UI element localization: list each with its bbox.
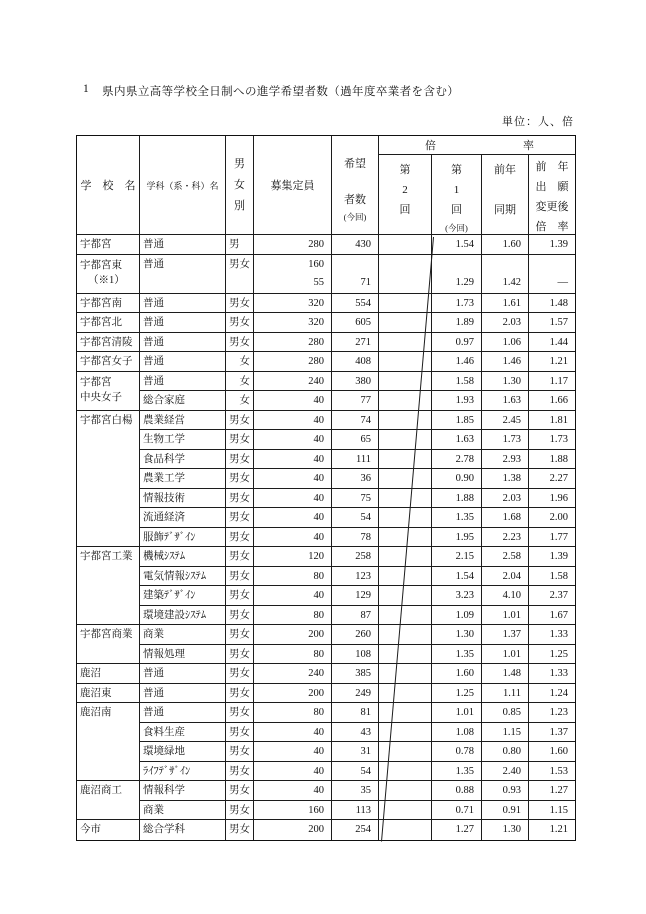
gender-cell: 男女 xyxy=(226,430,254,450)
school-name-cell: 鹿沼東 xyxy=(77,684,140,704)
admission-table xyxy=(76,135,576,841)
applicants-cell: 54 xyxy=(332,508,379,528)
prev-change-ratio-cell: 1.37 xyxy=(529,723,575,743)
gender-cell: 男女 xyxy=(226,723,254,743)
gender-cell: 男女 xyxy=(226,801,254,821)
round1-ratio-cell: 1.35 xyxy=(432,508,482,528)
prev-year-ratio-cell: 1.38 xyxy=(482,469,529,489)
gender-cell: 男女 xyxy=(226,508,254,528)
applicants-cell: 123 xyxy=(332,567,379,587)
gender-cell: 男女 xyxy=(226,781,254,801)
department-cell: 普通 xyxy=(140,333,226,353)
gender-cell: 男女 xyxy=(226,528,254,548)
prev-change-ratio-cell: 1.67 xyxy=(529,606,575,626)
capacity-cell: 40 xyxy=(254,762,332,782)
department-cell: 服飾ﾃﾞｻﾞｲﾝ xyxy=(140,528,226,548)
gender-cell: 女 xyxy=(226,391,254,411)
applicants-cell: 254 xyxy=(332,820,379,840)
prev-year-ratio-cell: 0.80 xyxy=(482,742,529,762)
prev-change-ratio-cell: 1.21 xyxy=(549,824,568,835)
round2-cell xyxy=(379,411,432,431)
applicants-cell: 271 xyxy=(332,333,379,353)
gender-cell: 男女 xyxy=(226,294,254,314)
department-cell: 環境緑地 xyxy=(140,742,226,762)
round2-cell xyxy=(379,333,432,353)
round2-cell xyxy=(379,235,432,255)
department-cell: 農業工学 xyxy=(140,469,226,489)
prev-change-ratio-cell: 1.53 xyxy=(529,762,575,782)
round2-cell xyxy=(379,372,432,392)
round1-ratio-cell: 1.85 xyxy=(432,411,482,431)
round1-ratio-cell: 2.78 xyxy=(432,450,482,470)
applicants-cell: 108 xyxy=(332,645,379,665)
prev-change-ratio-cell: 1.15 xyxy=(529,801,575,821)
school-name-cell: 宇都宮 xyxy=(77,235,140,255)
department-cell: 普通 xyxy=(140,255,226,294)
prev-change-ratio-cell: 1.39 xyxy=(529,235,575,255)
applicants-cell: 65 xyxy=(332,430,379,450)
round1-ratio-cell: 1.88 xyxy=(432,489,482,509)
school-name-cell: 宇都宮南 xyxy=(77,294,140,314)
applicants-cell: 77 xyxy=(332,391,379,411)
prev-change-ratio-cell: 1.77 xyxy=(529,528,575,548)
capacity-cell: 40 xyxy=(254,411,332,431)
prev-change-ratio-cell: 1.57 xyxy=(529,313,575,333)
department-cell: 流通経済 xyxy=(140,508,226,528)
department-cell: 食料生産 xyxy=(140,723,226,743)
prev-year-ratio-cell: 2.40 xyxy=(482,762,529,782)
round2-cell xyxy=(379,255,432,294)
applicants-cell: 605 xyxy=(332,313,379,333)
applicants-cell: 249 xyxy=(332,684,379,704)
capacity-cell: 160 55 xyxy=(254,255,332,294)
round1-ratio-cell: 1.25 xyxy=(432,684,482,704)
prev-change-ratio-cell: 1.48 xyxy=(529,294,575,314)
school-name-cell: 宇都宮清陵 xyxy=(77,333,140,353)
prev-year-ratio-cell: 1.01 xyxy=(482,645,529,665)
prev-year-ratio-cell: 4.10 xyxy=(482,586,529,606)
round1-ratio-cell: 1.09 xyxy=(432,606,482,626)
department-cell: 情報技術 xyxy=(140,489,226,509)
department-cell: 普通 xyxy=(140,294,226,314)
capacity-cell: 40 xyxy=(254,586,332,606)
prev-year-ratio-cell: 1.42 xyxy=(482,255,529,294)
school-name-cell: 鹿沼商工 xyxy=(77,781,140,820)
gender-cell: 男女 xyxy=(226,625,254,645)
gender-cell: 男女 xyxy=(226,684,254,704)
capacity-cell: 240 xyxy=(254,664,332,684)
prev-change-ratio-cell: 1.39 xyxy=(529,547,575,567)
gender-cell: 男女 xyxy=(226,742,254,762)
capacity-cell: 80 xyxy=(254,645,332,665)
round2-cell xyxy=(379,606,432,626)
prev-year-ratio-cell: 2.23 xyxy=(482,528,529,548)
round2-cell xyxy=(379,469,432,489)
department-cell: 普通 xyxy=(140,664,226,684)
round1-ratio-cell: 1.60 xyxy=(432,664,482,684)
capacity-cell: 40 xyxy=(254,742,332,762)
prev-change-ratio-cell: 1.60 xyxy=(529,742,575,762)
round2-cell xyxy=(379,567,432,587)
applicants-cell: 75 xyxy=(332,489,379,509)
round2-cell xyxy=(379,313,432,333)
prev-year-ratio-cell: 1.60 xyxy=(482,235,529,255)
department-cell: 普通 xyxy=(140,703,226,723)
applicants-cell: 78 xyxy=(332,528,379,548)
capacity-cell: 40 xyxy=(254,723,332,743)
header-round1: 第 1 回 (今回) xyxy=(432,155,482,235)
department-cell: 情報科学 xyxy=(140,781,226,801)
prev-change-ratio-cell: 1.27 xyxy=(529,781,575,801)
gender-cell: 男女 xyxy=(226,450,254,470)
prev-change-ratio-cell: 1.81 xyxy=(529,411,575,431)
gender-cell: 男女 xyxy=(226,703,254,723)
prev-year-ratio-cell: 1.30 xyxy=(482,372,529,392)
department-cell: 機械ｼｽﾃﾑ xyxy=(140,547,226,567)
gender-cell: 男女 xyxy=(226,664,254,684)
applicants-cell: 71 xyxy=(332,255,379,294)
prev-change-ratio-cell: ― xyxy=(529,255,575,294)
prev-year-ratio-cell: 0.85 xyxy=(482,703,529,723)
prev-year-ratio-cell: 2.45 xyxy=(482,411,529,431)
gender-cell: 女 xyxy=(226,372,254,392)
prev-year-ratio-cell: 1.63 xyxy=(482,391,529,411)
department-cell: 普通 xyxy=(140,313,226,333)
round1-ratio-cell: 1.27 xyxy=(432,820,482,840)
round2-cell xyxy=(379,547,432,567)
round2-cell xyxy=(379,723,432,743)
round2-cell xyxy=(379,625,432,645)
applicants-cell: 430 xyxy=(332,235,379,255)
capacity-cell: 80 xyxy=(254,606,332,626)
applicants-cell: 54 xyxy=(332,762,379,782)
admission-table-wrapper xyxy=(76,135,576,841)
department-cell: 農業経営 xyxy=(140,411,226,431)
school-name-cell: 宇都宮北 xyxy=(77,313,140,333)
applicants-cell: 129 xyxy=(332,586,379,606)
round1-ratio-cell: 1.08 xyxy=(432,723,482,743)
prev-year-ratio-cell: 1.11 xyxy=(482,684,529,704)
capacity-cell: 320 xyxy=(254,313,332,333)
header-prev-year: 前年 同期 xyxy=(482,155,529,235)
header-capacity: 募集定員 xyxy=(254,136,332,235)
gender-cell: 男女 xyxy=(226,606,254,626)
department-cell: 生物工学 xyxy=(140,430,226,450)
round2-cell xyxy=(379,664,432,684)
prev-change-ratio-cell: 1.88 xyxy=(529,450,575,470)
round2-cell xyxy=(379,684,432,704)
department-cell: 普通 xyxy=(140,235,226,255)
school-name-cell: 宇都宮東 （※1） xyxy=(77,255,140,294)
capacity-cell: 40 xyxy=(254,430,332,450)
round2-cell xyxy=(379,586,432,606)
round1-ratio-cell: 1.73 xyxy=(432,294,482,314)
prev-change-ratio-cell: 1.66 xyxy=(529,391,575,411)
department-cell: 総合学科 xyxy=(140,820,226,840)
department-cell: 普通 xyxy=(140,684,226,704)
gender-cell: 男女 xyxy=(226,411,254,431)
capacity-cell: 240 xyxy=(254,372,332,392)
prev-change-ratio-cell: 1.33 xyxy=(529,625,575,645)
gender-cell: 男女 xyxy=(226,547,254,567)
round1-ratio-cell: 1.30 xyxy=(432,625,482,645)
gender-cell: 男女 xyxy=(226,762,254,782)
applicants-cell: 258 xyxy=(332,547,379,567)
round2-cell xyxy=(379,742,432,762)
round1-ratio-cell: 0.78 xyxy=(432,742,482,762)
prev-year-ratio-cell: 1.30 xyxy=(482,820,529,840)
prev-change-ratio-cell: 1.23 xyxy=(529,703,575,723)
applicants-cell: 43 xyxy=(332,723,379,743)
capacity-cell: 40 xyxy=(254,528,332,548)
applicants-cell: 408 xyxy=(332,352,379,372)
round1-ratio-cell: 2.15 xyxy=(432,547,482,567)
round1-ratio-cell: 0.71 xyxy=(432,801,482,821)
header-school-name: 学 校 名 xyxy=(77,136,140,235)
round1-ratio-cell: 1.35 xyxy=(432,762,482,782)
round2-cell xyxy=(379,820,432,840)
round2-cell xyxy=(379,801,432,821)
gender-cell: 男女 xyxy=(226,313,254,333)
capacity-cell: 200 xyxy=(254,625,332,645)
applicants-cell: 87 xyxy=(332,606,379,626)
header-ratio-group: 倍 率 xyxy=(379,136,575,155)
prev-change-ratio-cell: 1.24 xyxy=(529,684,575,704)
page-title-text: 県内県立高等学校全日制への進学希望者数（過年度卒業者を含む） xyxy=(102,86,460,98)
round1-ratio-cell: 1.54 xyxy=(432,567,482,587)
round2-cell xyxy=(379,391,432,411)
prev-change-ratio-cell: 1.73 xyxy=(529,430,575,450)
applicants-cell: 385 xyxy=(332,664,379,684)
prev-change-ratio-cell: 2.27 xyxy=(529,469,575,489)
capacity-cell: 320 xyxy=(254,294,332,314)
round2-cell xyxy=(379,508,432,528)
round1-ratio-cell: 1.54 xyxy=(432,235,482,255)
school-name-cell: 鹿沼南 xyxy=(77,703,140,781)
header-department: 学科（系・科）名 xyxy=(140,136,226,235)
round2-cell xyxy=(379,450,432,470)
applicants-cell: 31 xyxy=(332,742,379,762)
capacity-cell: 40 xyxy=(254,450,332,470)
round2-cell xyxy=(379,528,432,548)
round2-cell xyxy=(379,352,432,372)
round2-cell xyxy=(379,645,432,665)
round1-ratio-cell: 1.63 xyxy=(432,430,482,450)
round1-ratio-cell: 3.23 xyxy=(432,586,482,606)
prev-change-ratio-cell: 1.21 xyxy=(529,352,575,372)
capacity-cell: 40 xyxy=(254,508,332,528)
round1-ratio-cell: 0.90 xyxy=(432,469,482,489)
prev-change-ratio-cell: 2.00 xyxy=(529,508,575,528)
capacity-cell: 40 xyxy=(254,489,332,509)
round2-cell xyxy=(379,762,432,782)
round2-cell xyxy=(379,430,432,450)
prev-year-ratio-cell: 2.93 xyxy=(482,450,529,470)
gender-cell: 男女 xyxy=(226,333,254,353)
department-cell: 食品科学 xyxy=(140,450,226,470)
gender-cell: 男女 xyxy=(226,469,254,489)
department-cell: 環境建設ｼｽﾃﾑ xyxy=(140,606,226,626)
applicants-cell: 554 xyxy=(332,294,379,314)
header-gender: 男 女 別 xyxy=(226,136,254,235)
capacity-cell: 40 xyxy=(254,781,332,801)
gender-cell: 男 xyxy=(226,235,254,255)
round1-ratio-cell: 1.93 xyxy=(432,391,482,411)
department-cell: 建築ﾃﾞｻﾞｲﾝ xyxy=(140,586,226,606)
prev-year-ratio-cell: 2.04 xyxy=(482,567,529,587)
prev-year-ratio-cell: 1.68 xyxy=(482,508,529,528)
round2-cell xyxy=(379,781,432,801)
gender-cell: 男女 xyxy=(226,586,254,606)
prev-change-ratio-cell: 1.58 xyxy=(529,567,575,587)
section-number: 1 xyxy=(83,83,90,95)
school-name-cell: 宇都宮白楊 xyxy=(77,411,140,548)
capacity-cell: 160 xyxy=(254,801,332,821)
round1-ratio-cell: 0.88 xyxy=(432,781,482,801)
applicants-cell: 260 xyxy=(332,625,379,645)
capacity-cell: 280 xyxy=(254,333,332,353)
prev-year-ratio-cell: 2.03 xyxy=(482,489,529,509)
prev-year-ratio-cell: 1.61 xyxy=(482,294,529,314)
gender-cell: 女 xyxy=(226,352,254,372)
prev-change-ratio-cell: 1.96 xyxy=(529,489,575,509)
round2-cell xyxy=(379,294,432,314)
applicants-cell: 113 xyxy=(332,801,379,821)
capacity-cell: 80 xyxy=(254,703,332,723)
prev-year-ratio-cell: 1.73 xyxy=(482,430,529,450)
school-name-cell: 宇都宮女子 xyxy=(77,352,140,372)
round1-ratio-cell: 0.97 xyxy=(432,333,482,353)
round1-ratio-cell: 1.35 xyxy=(432,645,482,665)
prev-change-ratio-cell: 2.37 xyxy=(529,586,575,606)
capacity-cell: 120 xyxy=(254,547,332,567)
department-cell: 総合家庭 xyxy=(140,391,226,411)
school-name-cell: 宇都宮工業 xyxy=(77,547,140,625)
capacity-cell: 280 xyxy=(254,352,332,372)
prev-year-ratio-cell: 0.93 xyxy=(482,781,529,801)
unit-label: 単位：人、倍 xyxy=(502,116,574,128)
prev-year-ratio-cell: 1.15 xyxy=(482,723,529,743)
department-cell: 電気情報ｼｽﾃﾑ xyxy=(140,567,226,587)
school-name-cell: 宇都宮商業 xyxy=(77,625,140,664)
gender-cell: 男女 xyxy=(226,255,254,294)
header-round2: 第 2 回 xyxy=(379,155,432,235)
round1-ratio-cell: 1.46 xyxy=(432,352,482,372)
department-cell: 商業 xyxy=(140,801,226,821)
applicants-cell: 36 xyxy=(332,469,379,489)
department-cell: 商業 xyxy=(140,625,226,645)
prev-year-ratio-cell: 2.58 xyxy=(482,547,529,567)
prev-change-ratio-cell: 1.17 xyxy=(529,372,575,392)
prev-year-ratio-cell: 1.46 xyxy=(482,352,529,372)
round2-cell xyxy=(379,703,432,723)
department-cell: ﾗｲﾌﾃﾞｻﾞｲﾝ xyxy=(140,762,226,782)
school-name-cell: 宇都宮 中央女子 xyxy=(77,372,140,411)
round1-ratio-cell: 1.01 xyxy=(432,703,482,723)
gender-cell: 男女 xyxy=(226,645,254,665)
round1-ratio-cell: 1.58 xyxy=(432,372,482,392)
prev-change-ratio-cell: 1.44 xyxy=(529,333,575,353)
capacity-cell: 200 xyxy=(254,820,332,840)
prev-year-ratio-cell: 1.01 xyxy=(482,606,529,626)
capacity-cell: 280 xyxy=(254,235,332,255)
header-applicants: 希望 者数 (今回) xyxy=(332,136,379,235)
applicants-cell: 74 xyxy=(332,411,379,431)
gender-cell: 男女 xyxy=(226,489,254,509)
round1-ratio-cell: 1.29 xyxy=(432,255,482,294)
department-cell: 普通 xyxy=(140,352,226,372)
capacity-cell: 80 xyxy=(254,567,332,587)
prev-year-ratio-cell: 0.91 xyxy=(482,801,529,821)
prev-year-ratio-cell: 1.37 xyxy=(482,625,529,645)
department-cell: 情報処理 xyxy=(140,645,226,665)
applicants-cell: 380 xyxy=(332,372,379,392)
applicants-cell: 81 xyxy=(332,703,379,723)
header-prev-year-after-change: 前 年 出 願 変更後 倍 率 xyxy=(529,155,575,235)
school-name-cell: 鹿沼 xyxy=(77,664,140,684)
capacity-cell: 40 xyxy=(254,469,332,489)
round2-cell xyxy=(379,489,432,509)
capacity-cell: 200 xyxy=(254,684,332,704)
gender-cell: 男女 xyxy=(226,820,254,840)
prev-change-ratio-cell: 1.33 xyxy=(529,664,575,684)
prev-year-ratio-cell: 2.03 xyxy=(482,313,529,333)
gender-cell: 男女 xyxy=(226,567,254,587)
school-name-cell: 今市 xyxy=(77,820,140,840)
round1-ratio-cell: 1.89 xyxy=(432,313,482,333)
prev-change-ratio-cell: 1.25 xyxy=(529,645,575,665)
round1-ratio-cell: 1.95 xyxy=(432,528,482,548)
prev-year-ratio-cell: 1.06 xyxy=(482,333,529,353)
applicants-cell: 111 xyxy=(332,450,379,470)
capacity-cell: 40 xyxy=(254,391,332,411)
department-cell: 普通 xyxy=(140,372,226,392)
prev-year-ratio-cell: 1.48 xyxy=(482,664,529,684)
page-title xyxy=(83,83,459,99)
applicants-cell: 35 xyxy=(332,781,379,801)
